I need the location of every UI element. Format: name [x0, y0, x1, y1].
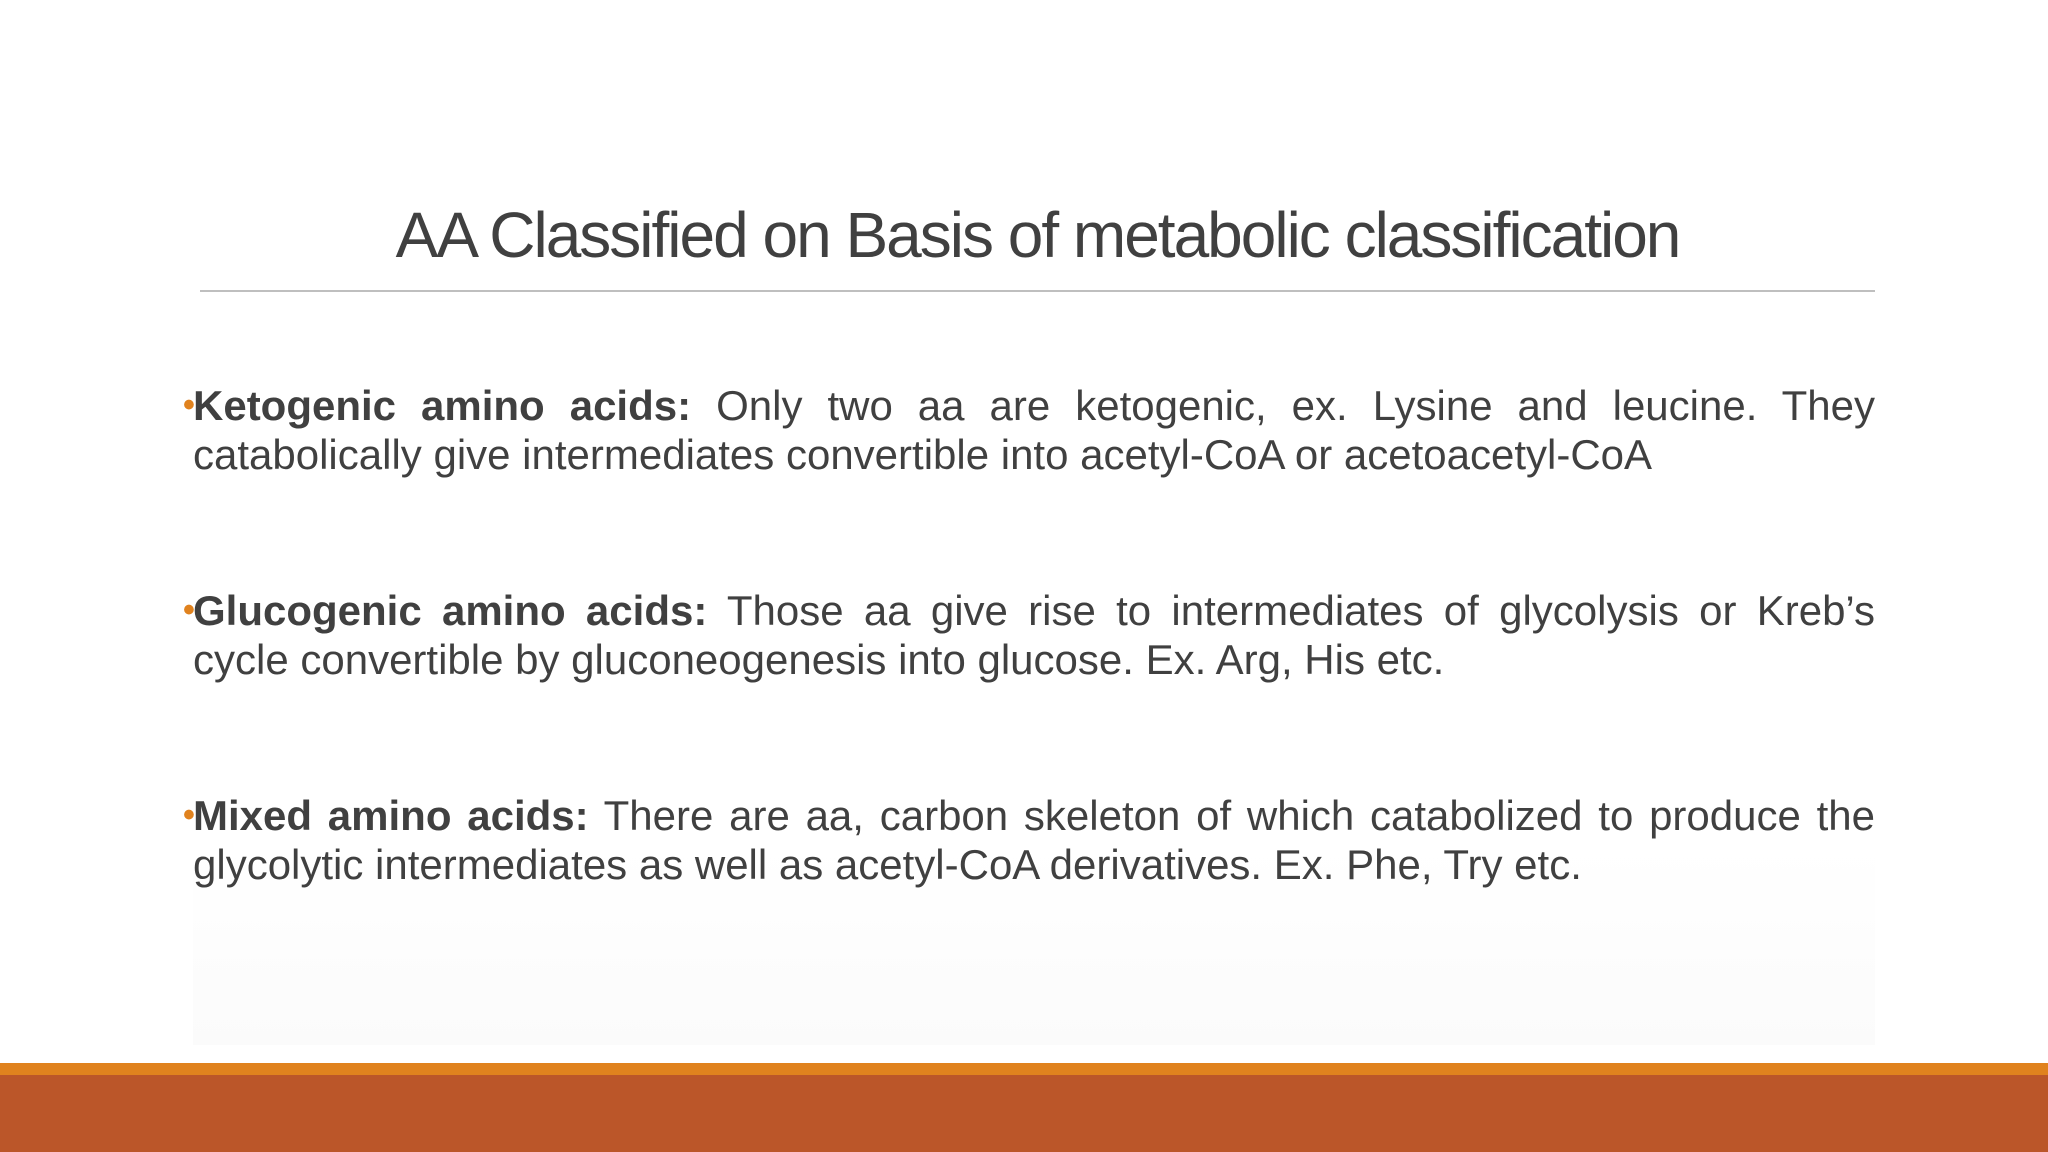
slide-title: AA Classified on Basis of metabolic classification — [395, 199, 1680, 271]
title-divider — [200, 290, 1875, 292]
bullet-item-glucogenic — [183, 586, 1876, 684]
bullet-term: Glucogenic amino acids: — [193, 587, 708, 634]
bullet-term: Ketogenic amino acids: — [193, 382, 692, 429]
content-area — [183, 380, 1876, 1045]
bullet-dot-icon: • — [183, 796, 195, 834]
footer-accent-stripe — [0, 1063, 2048, 1075]
bullet-text: Those aa give rise to intermediates of glycolysis or Kreb’s cycle convertible by gluconeogenesis into glucose. Ex. Arg, His etc. — [193, 587, 1876, 683]
bullet-term: Mixed amino acids: — [193, 792, 589, 839]
bullet-text: There are aa, carbon skeleton of which catabolized to produce the glycolytic intermediates as well as acetyl-CoA derivatives. Ex. Phe, Try etc. — [193, 792, 1875, 888]
bullet-dot-icon: • — [183, 591, 195, 629]
bullet-text: Only two aa are ketogenic, ex. Lysine and leucine. They catabolically give intermediates convertible into acetyl-CoA or acetoacetyl-CoA — [193, 382, 1875, 478]
bullet-item-ketogenic — [183, 381, 1875, 479]
footer-band — [0, 1075, 2048, 1152]
bullet-item-mixed — [183, 791, 1875, 889]
bullet-dot-icon: • — [183, 386, 195, 424]
